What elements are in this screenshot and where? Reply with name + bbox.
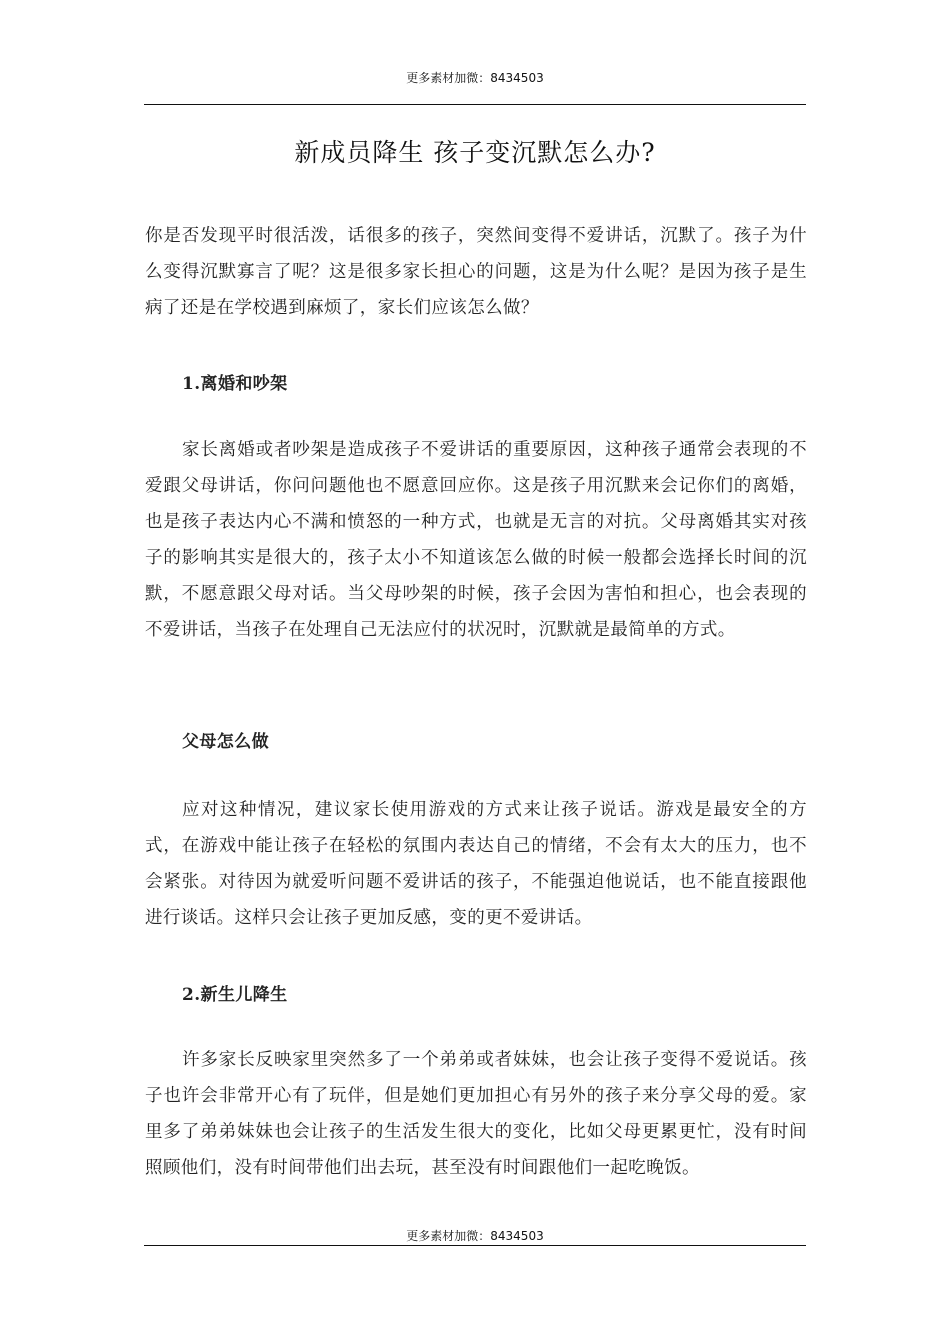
header-rule — [144, 104, 806, 105]
section-1-paragraph: 家长离婚或者吵架是造成孩子不爱讲话的重要原因，这种孩子通常会表现的不爱跟父母讲话，你问问题他也不愿意回应你。这是孩子用沉默来会记你们的离婚，也是孩子表达内心不满和愤怒的一种方式，也就是无言的对抗。父母离婚其实对孩子的影响其实是很大的，孩子太小不知道该怎么做的时候一般都会选择长时间的沉默，不愿意跟父母对话。当父母吵架的时候，孩子会因为害怕和担心，也会表现的不爱讲话，当孩子在处理自己无法应付的状况时，沉默就是最简单的方式。 — [145, 440, 807, 640]
article-title: 新成员降生 孩子变沉默怎么办? — [294, 138, 656, 167]
footer-note: 更多素材加微：8434503 — [406, 1229, 544, 1243]
section-2-paragraph: 许多家长反映家里突然多了一个弟弟或者妹妹，也会让孩子变得不爱说话。孩子也许会非常开心有了玩伴，但是她们更加担心有另外的孩子来分享父母的爱。家里多了弟弟妹妹也会让孩子的生活发生很大的变化，比如父母更累更忙，没有时间照顾他们，没有时间带他们出去玩，甚至没有时间跟他们一起吃晚饭。 — [145, 1050, 807, 1178]
footer-rule — [144, 1245, 806, 1246]
parents-heading: 父母怎么做 — [182, 732, 269, 752]
section-2-heading: 2.新生儿降生 — [182, 985, 288, 1005]
header-note: 更多素材加微：8434503 — [406, 71, 544, 85]
intro-paragraph: 你是否发现平时很活泼，话很多的孩子，突然间变得不爱讲话，沉默了。孩子为什么变得沉默寡言了呢？这是很多家长担心的问题，这是为什么呢？是因为孩子是生病了还是在学校遇到麻烦了，家长们应该怎么做？ — [145, 226, 807, 318]
section-1-heading: 1.离婚和吵架 — [182, 374, 288, 394]
parents-paragraph: 应对这种情况，建议家长使用游戏的方式来让孩子说话。游戏是最安全的方式，在游戏中能让孩子在轻松的氛围内表达自己的情绪，不会有太大的压力，也不会紧张。对待因为就爱听问题不爱讲话的孩子，不能强迫他说话，也不能直接跟他进行谈话。这样只会让孩子更加反感，变的更不爱讲话。 — [145, 800, 807, 928]
